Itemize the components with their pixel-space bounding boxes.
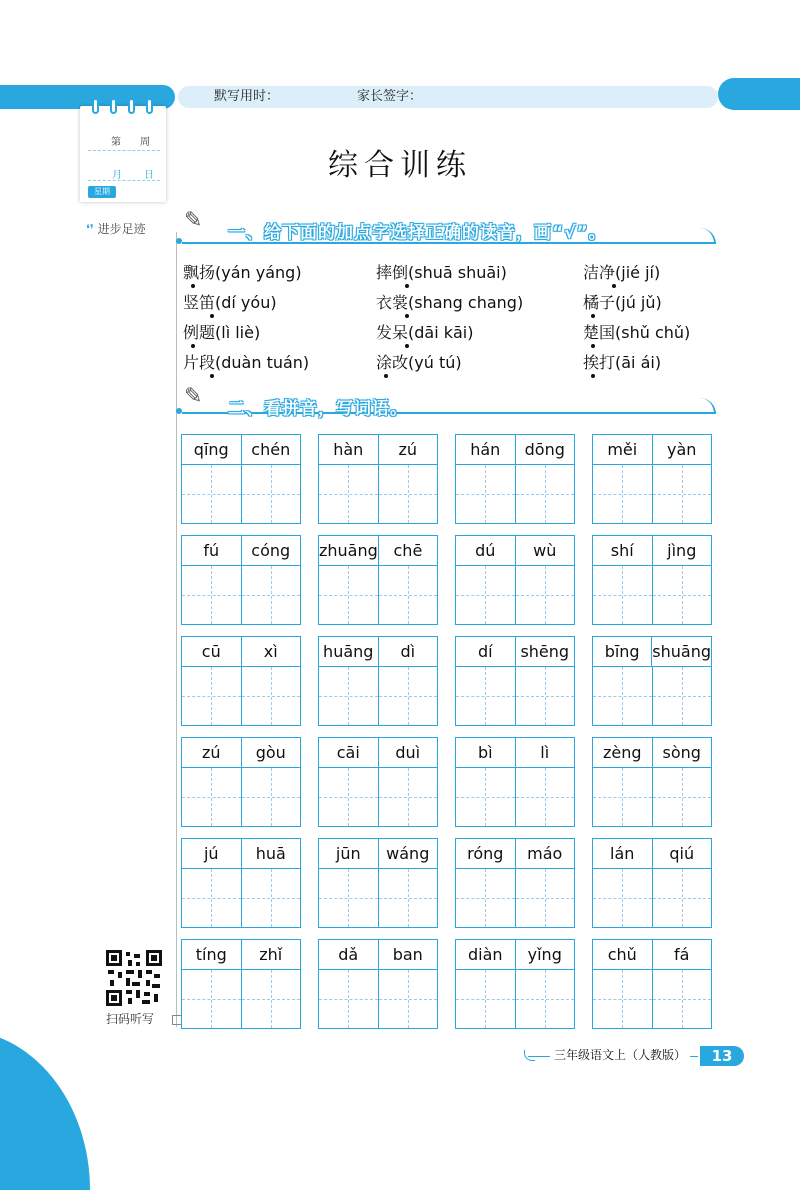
pinyin-cell	[592, 636, 712, 726]
ring-icon	[110, 98, 117, 114]
pinyin-row	[182, 435, 300, 465]
qr-code[interactable]	[106, 950, 162, 1006]
pencil-icon: ✎	[184, 208, 203, 233]
pinyin-syllable: huāng	[319, 637, 379, 666]
pinyin-syllable: měi	[593, 435, 653, 464]
pinyin-syllable: hàn	[319, 435, 379, 464]
pinyin-cell	[455, 636, 575, 726]
writing-boxes	[182, 869, 300, 927]
section1-title: 一、给下面的加点字选择正确的读音，画“√”。	[228, 223, 607, 243]
writing-box[interactable]	[653, 768, 712, 826]
calendar-day: 日	[144, 170, 154, 181]
writing-box[interactable]	[319, 667, 379, 725]
pinyin-syllable: zhǐ	[259, 945, 283, 964]
writing-boxes	[319, 970, 437, 1028]
writing-box[interactable]	[456, 869, 516, 927]
writing-box[interactable]	[379, 465, 438, 523]
writing-box[interactable]	[319, 869, 379, 927]
page-number: 13	[700, 1046, 744, 1066]
pinyin-syllable: bì	[456, 738, 516, 767]
writing-boxes	[319, 566, 437, 624]
pinyin-syllable: qīng	[182, 435, 242, 464]
reading-item: 涂改(yú tú)	[376, 353, 462, 372]
pinyin-cell	[592, 535, 712, 625]
writing-box[interactable]	[242, 667, 301, 725]
pinyin-syllable: lì	[540, 743, 550, 762]
pinyin-syllable: jūn	[319, 839, 379, 868]
writing-boxes	[182, 566, 300, 624]
guide-line	[271, 869, 272, 927]
writing-box[interactable]	[379, 869, 438, 927]
pinyin-row	[319, 536, 437, 566]
guide-line	[682, 667, 683, 725]
guide-line	[408, 869, 409, 927]
pinyin-syllable: wù	[533, 541, 557, 560]
writing-box[interactable]	[379, 566, 438, 624]
pinyin-row	[456, 839, 574, 869]
pinyin-syllable: dí	[456, 637, 516, 666]
pinyin-syllable: duì	[395, 743, 421, 762]
guide-line	[485, 768, 486, 826]
reading-item: 飘扬(yán yáng)	[183, 263, 302, 282]
writing-boxes	[593, 667, 711, 725]
pinyin-syllable: huā	[255, 844, 286, 863]
emphasis-dot	[210, 314, 214, 318]
guide-line	[271, 768, 272, 826]
parent-signature-label: 家长签字：	[357, 89, 423, 104]
guide-line	[348, 869, 349, 927]
pinyin-row	[456, 536, 574, 566]
pinyin-cell	[592, 737, 712, 827]
pinyin-cell	[318, 939, 438, 1029]
calendar-week-prefix: 第	[111, 137, 121, 148]
writing-box[interactable]	[319, 465, 379, 523]
writing-box[interactable]	[182, 768, 242, 826]
guide-line	[271, 566, 272, 624]
pinyin-syllable: ban	[392, 945, 423, 964]
pinyin-row	[319, 738, 437, 768]
pinyin-syllable: dì	[400, 642, 416, 661]
emphasis-dot	[405, 344, 409, 348]
pinyin-cell	[318, 636, 438, 726]
reading-item: 挨打(āi ái)	[583, 353, 662, 372]
pinyin-row	[593, 536, 711, 566]
pinyin-syllable: tíng	[182, 940, 242, 969]
writing-boxes	[456, 465, 574, 523]
emphasis-dot	[210, 374, 214, 378]
writing-box[interactable]	[456, 465, 516, 523]
writing-box[interactable]	[516, 768, 575, 826]
writing-box[interactable]	[593, 970, 653, 1028]
guide-line	[682, 566, 683, 624]
writing-box[interactable]	[319, 566, 379, 624]
calendar-month: 月	[112, 170, 122, 181]
guide-line	[622, 768, 623, 826]
guide-line	[545, 970, 546, 1028]
pinyin-syllable: zèng	[593, 738, 653, 767]
pinyin-syllable: dú	[456, 536, 516, 565]
pinyin-syllable: lán	[593, 839, 653, 868]
writing-box[interactable]	[593, 869, 653, 927]
writing-box[interactable]	[516, 869, 575, 927]
writing-boxes	[456, 667, 574, 725]
writing-box[interactable]	[379, 970, 438, 1028]
pinyin-row	[182, 637, 300, 667]
pinyin-row	[319, 940, 437, 970]
guide-line	[408, 667, 409, 725]
pinyin-syllable: xì	[263, 642, 278, 661]
writing-box[interactable]	[182, 970, 242, 1028]
guide-line	[211, 566, 212, 624]
pinyin-syllable: yàn	[667, 440, 697, 459]
pinyin-syllable: gòu	[255, 743, 286, 762]
writing-box[interactable]	[653, 970, 712, 1028]
guide-line	[682, 768, 683, 826]
pinyin-row	[182, 940, 300, 970]
pinyin-cell	[318, 434, 438, 524]
writing-box[interactable]	[379, 667, 438, 725]
ring-icon	[146, 98, 153, 114]
pinyin-row	[319, 637, 437, 667]
margin-line	[176, 232, 177, 1027]
writing-boxes	[319, 465, 437, 523]
writing-box[interactable]	[593, 566, 653, 624]
pinyin-syllable: sòng	[662, 743, 701, 762]
section2-title: 二、看拼音，写词语。	[228, 399, 408, 419]
pinyin-syllable: chē	[393, 541, 423, 560]
guide-line	[348, 465, 349, 523]
guide-line	[682, 869, 683, 927]
writing-box[interactable]	[653, 667, 712, 725]
dictation-time-label: 默写用时：	[214, 89, 280, 104]
header-right-bar	[718, 78, 800, 110]
writing-boxes	[319, 768, 437, 826]
writing-boxes	[319, 869, 437, 927]
writing-box[interactable]	[593, 465, 653, 523]
writing-box[interactable]	[319, 970, 379, 1028]
pinyin-cell	[181, 535, 301, 625]
guide-line	[682, 970, 683, 1028]
writing-box[interactable]	[182, 667, 242, 725]
guide-line	[348, 566, 349, 624]
pinyin-syllable: zú	[398, 440, 418, 459]
writing-box[interactable]	[456, 566, 516, 624]
pinyin-row	[593, 940, 711, 970]
pinyin-syllable: fá	[674, 945, 690, 964]
pinyin-syllable: shí	[593, 536, 653, 565]
emphasis-dot	[612, 284, 616, 288]
emphasis-dot	[191, 344, 195, 348]
reading-item: 摔倒(shuā shuāi)	[376, 263, 507, 282]
guide-line	[348, 667, 349, 725]
pencil-icon: ✎	[184, 384, 203, 409]
ring-icon	[92, 98, 99, 114]
footer-hook	[524, 1050, 535, 1061]
guide-line	[485, 869, 486, 927]
emphasis-dot	[591, 314, 595, 318]
guide-line	[545, 869, 546, 927]
guide-line	[211, 465, 212, 523]
pinyin-syllable: zú	[182, 738, 242, 767]
writing-boxes	[593, 465, 711, 523]
reading-item: 洁净(jié jí)	[583, 263, 661, 282]
pinyin-row	[319, 435, 437, 465]
book-title: 三年级语文上（人教版）	[550, 1046, 690, 1063]
writing-boxes	[182, 667, 300, 725]
pinyin-syllable: wáng	[386, 844, 430, 863]
guide-line	[408, 768, 409, 826]
pinyin-syllable: diàn	[456, 940, 516, 969]
writing-box[interactable]	[242, 465, 301, 523]
guide-line	[211, 768, 212, 826]
bullet-dot	[176, 238, 182, 244]
guide-line	[545, 465, 546, 523]
pinyin-cell	[455, 434, 575, 524]
writing-boxes	[319, 667, 437, 725]
writing-box[interactable]	[379, 768, 438, 826]
writing-box[interactable]	[653, 566, 712, 624]
reading-item: 例题(lì liè)	[183, 323, 261, 342]
pinyin-syllable: shuāng	[652, 642, 711, 661]
pinyin-syllable: qiú	[669, 844, 695, 863]
writing-boxes	[593, 970, 711, 1028]
reading-item: 发呆(dāi kāi)	[376, 323, 474, 342]
pinyin-cell	[318, 535, 438, 625]
pinyin-row	[182, 536, 300, 566]
reading-item: 楚国(shǔ chǔ)	[583, 323, 691, 342]
guide-line	[485, 465, 486, 523]
writing-box[interactable]	[242, 768, 301, 826]
guide-line	[211, 667, 212, 725]
writing-box[interactable]	[242, 970, 301, 1028]
reading-item: 橘子(jú jǔ)	[583, 293, 662, 312]
guide-line	[622, 970, 623, 1028]
emphasis-dot	[591, 344, 595, 348]
pinyin-cell	[181, 939, 301, 1029]
pinyin-cell	[592, 939, 712, 1029]
guide-line	[545, 768, 546, 826]
emphasis-dot	[405, 284, 409, 288]
guide-line	[271, 465, 272, 523]
emphasis-dot	[591, 374, 595, 378]
pinyin-row	[456, 738, 574, 768]
writing-box[interactable]	[516, 667, 575, 725]
ring-icon	[128, 98, 135, 114]
guide-line	[622, 566, 623, 624]
calendar-weekday: 星期	[88, 186, 116, 198]
writing-box[interactable]	[456, 768, 516, 826]
writing-boxes	[456, 970, 574, 1028]
writing-box[interactable]	[456, 970, 516, 1028]
pinyin-cell	[592, 838, 712, 928]
pinyin-cell	[181, 636, 301, 726]
writing-box[interactable]	[242, 869, 301, 927]
pinyin-cell	[318, 737, 438, 827]
writing-box[interactable]	[319, 768, 379, 826]
progress-steps	[86, 220, 146, 237]
pinyin-syllable: bīng	[593, 637, 652, 666]
writing-boxes	[456, 869, 574, 927]
writing-box[interactable]	[653, 869, 712, 927]
pinyin-row	[182, 738, 300, 768]
writing-box[interactable]	[593, 667, 653, 725]
writing-box[interactable]	[182, 869, 242, 927]
pinyin-row	[182, 839, 300, 869]
pinyin-cell	[181, 737, 301, 827]
guide-line	[485, 667, 486, 725]
pinyin-row	[593, 637, 711, 667]
pinyin-cell	[455, 939, 575, 1029]
pinyin-syllable: dōng	[524, 440, 565, 459]
writing-box[interactable]	[182, 465, 242, 523]
pinyin-cell	[455, 838, 575, 928]
emphasis-dot	[405, 314, 409, 318]
pinyin-syllable: cóng	[251, 541, 291, 560]
pinyin-syllable: dǎ	[319, 940, 379, 969]
pinyin-cell	[455, 737, 575, 827]
writing-box[interactable]	[242, 566, 301, 624]
pinyin-cell	[318, 838, 438, 928]
pinyin-row	[456, 435, 574, 465]
calendar-week-suffix: 周	[140, 137, 150, 148]
guide-line	[408, 566, 409, 624]
emphasis-dot	[191, 284, 195, 288]
writing-boxes	[182, 465, 300, 523]
pinyin-syllable: yǐng	[527, 945, 562, 964]
writing-boxes	[593, 566, 711, 624]
pinyin-row	[593, 435, 711, 465]
guide-line	[211, 970, 212, 1028]
page-title: 综合训练	[328, 148, 472, 183]
writing-box[interactable]	[456, 667, 516, 725]
pinyin-cell	[592, 434, 712, 524]
guide-line	[211, 869, 212, 927]
pinyin-syllable: shēng	[520, 642, 570, 661]
guide-line	[408, 465, 409, 523]
writing-boxes	[456, 566, 574, 624]
writing-boxes	[593, 768, 711, 826]
writing-box[interactable]	[516, 465, 575, 523]
guide-line	[545, 667, 546, 725]
reading-item: 片段(duàn tuán)	[183, 353, 310, 372]
bullet-dot	[176, 408, 182, 414]
pinyin-row	[319, 839, 437, 869]
guide-line	[622, 465, 623, 523]
guide-line	[545, 566, 546, 624]
pinyin-row	[593, 839, 711, 869]
pinyin-cell	[181, 838, 301, 928]
guide-line	[271, 667, 272, 725]
guide-line	[485, 970, 486, 1028]
pinyin-syllable: hán	[456, 435, 516, 464]
reading-item: 衣裳(shang chang)	[376, 293, 524, 312]
pinyin-syllable: fú	[182, 536, 242, 565]
pinyin-row	[456, 637, 574, 667]
guide-line	[408, 970, 409, 1028]
guide-line	[622, 869, 623, 927]
writing-boxes	[593, 869, 711, 927]
guide-line	[622, 667, 623, 725]
pinyin-syllable: jìng	[667, 541, 697, 560]
pinyin-syllable: jú	[182, 839, 242, 868]
pinyin-syllable: cū	[182, 637, 242, 666]
writing-boxes	[182, 970, 300, 1028]
footer-corner-arc	[0, 1030, 90, 1190]
pinyin-syllable: róng	[456, 839, 516, 868]
pinyin-syllable: máo	[527, 844, 563, 863]
qr-code-icon	[106, 950, 162, 1006]
pinyin-syllable: chǔ	[593, 940, 653, 969]
writing-box[interactable]	[593, 768, 653, 826]
writing-box[interactable]	[516, 970, 575, 1028]
pinyin-row	[456, 940, 574, 970]
guide-line	[348, 768, 349, 826]
pinyin-cell	[455, 535, 575, 625]
writing-boxes	[456, 768, 574, 826]
reading-item: 竖笛(dí yóu)	[183, 293, 277, 312]
guide-line	[271, 970, 272, 1028]
guide-line	[485, 566, 486, 624]
pinyin-syllable: zhuāng	[319, 536, 379, 565]
guide-line	[682, 465, 683, 523]
pinyin-syllable: cāi	[319, 738, 379, 767]
writing-box[interactable]	[182, 566, 242, 624]
guide-line	[348, 970, 349, 1028]
pinyin-cell	[181, 434, 301, 524]
writing-box[interactable]	[653, 465, 712, 523]
writing-boxes	[182, 768, 300, 826]
pinyin-row	[593, 738, 711, 768]
writing-box[interactable]	[516, 566, 575, 624]
emphasis-dot	[384, 374, 388, 378]
footprints-icon: ❛❜	[86, 222, 94, 236]
progress-steps-label: 进步足迹	[97, 222, 146, 236]
pinyin-syllable: chén	[251, 440, 291, 459]
scan-dictation-label: 扫码听写	[106, 1012, 155, 1026]
